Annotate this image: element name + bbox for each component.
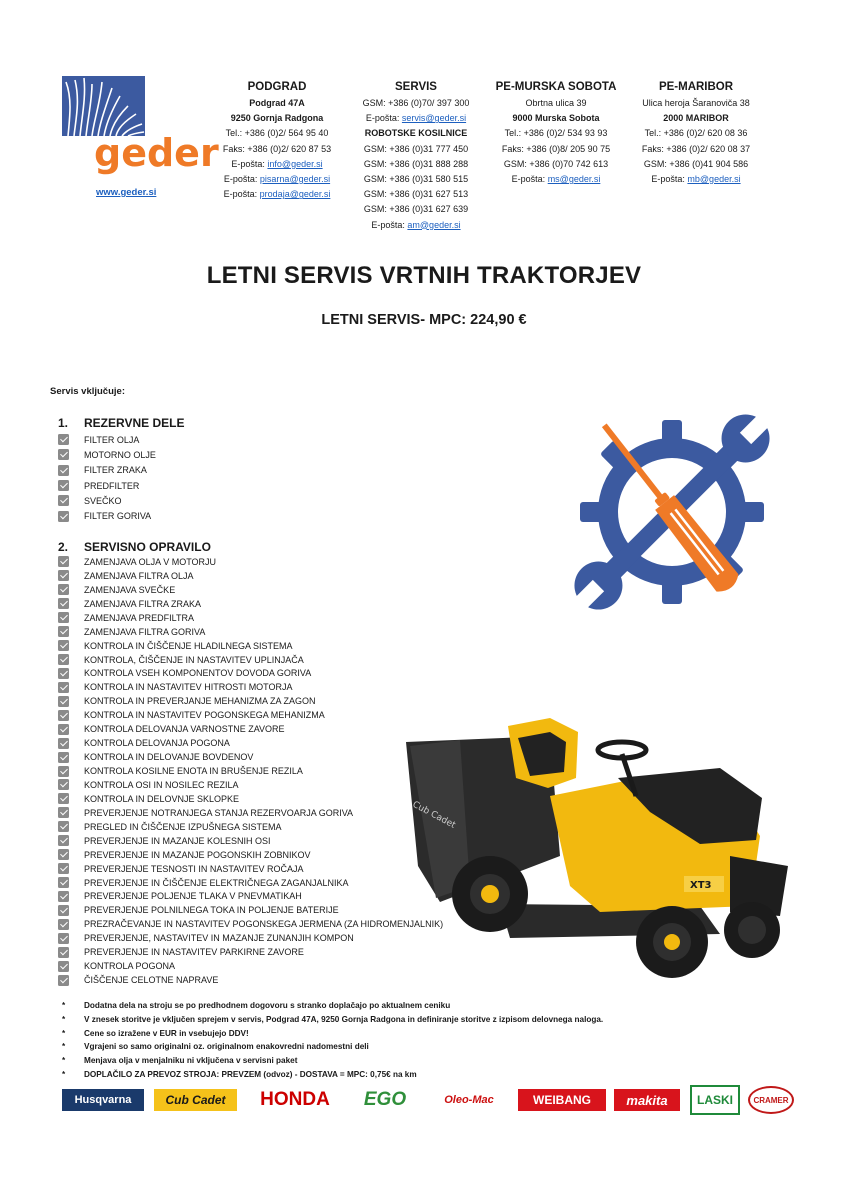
checklist-item [58, 493, 156, 508]
contact-text: 9250 Gornja Radgona [230, 113, 324, 124]
price-subtitle: LETNI SERVIS- MPC: 224,90 € [321, 312, 527, 328]
contact-email-line [616, 172, 776, 187]
checkbox-checked-icon [58, 598, 69, 609]
contact-text: E-pošta: [223, 174, 260, 185]
checkbox-checked-icon [58, 961, 69, 972]
footnote [62, 1040, 603, 1054]
checklist-item-label: MOTORNO OLJE [84, 449, 156, 460]
includes-label: Servis vključuje: [50, 386, 125, 397]
brand-logo-weibang [518, 1089, 606, 1111]
footnote-bullet: * [62, 1042, 66, 1052]
checklist-item-label: KONTROLA DELOVANJA POGONA [84, 738, 230, 749]
checklist-item [58, 736, 443, 750]
section1-title: REZERVNE DELE [84, 416, 185, 430]
section2-list [58, 555, 443, 987]
contact-line [476, 96, 636, 111]
footnote-text: Cene so izražene v EUR in vsebujejo DDV! [84, 1028, 249, 1038]
checklist-item-label: KONTROLA POGONA [84, 961, 176, 972]
brand-logo-honda [248, 1089, 342, 1111]
checklist-item-label: PREVERJENJE POLNILNEGA TOKA IN POLJENJE BATERIJE [84, 905, 339, 916]
checklist-item [58, 478, 156, 493]
section2-title: SERVISNO OPRAVILO [84, 540, 211, 554]
contact-text: 2000 MARIBOR [663, 113, 729, 124]
checklist-item [58, 639, 443, 653]
checklist-item [58, 432, 156, 447]
checklist-item [58, 778, 443, 792]
checklist-item-label: PREVERJENJE TESNOSTI IN NASTAVITEV ROČAJA [84, 863, 304, 874]
contact-col-maribor [616, 79, 776, 187]
footnote-text: V znesek storitve je vključen sprejem v servis, Podgrad 47A, 9250 Gornja Radgona in definiranje storitve z izpisom delovnega naloga. [84, 1014, 604, 1024]
section1-heading [58, 416, 184, 430]
brand-name: Cub Cadet [165, 1093, 226, 1107]
checklist-item [58, 667, 443, 681]
checklist-item-label: KONTROLA VSEH KOMPONENTOV DOVODA GORIVA [84, 668, 312, 679]
contact-text: E-pošta: [223, 189, 260, 200]
contact-heading: PE-MARIBOR [658, 81, 734, 93]
contact-text: Tel.: +386 (0)2/ 620 08 36 [644, 128, 748, 139]
checklist-item-label: ZAMENJAVA PREDFILTRA [84, 612, 195, 623]
checklist-item-label: ZAMENJAVA FILTRA ZRAKA [84, 598, 202, 609]
contact-text: E-pošta: [365, 113, 402, 124]
checklist-item [58, 680, 443, 694]
checklist-item-label: KONTROLA IN NASTAVITEV POGONSKEGA MEHANIZMA [84, 710, 325, 721]
checklist-item [58, 611, 443, 625]
checklist-item [58, 508, 156, 523]
checkbox-checked-icon [58, 863, 69, 874]
brand-logo-cramer [748, 1086, 794, 1114]
brand-logo-husqvarna [62, 1089, 144, 1111]
contact-line [336, 157, 496, 172]
contact-line [336, 96, 496, 111]
contact-line [616, 157, 776, 172]
checklist-item-label: ZAMENJAVA OLJA V MOTORJU [84, 556, 217, 567]
contact-line [336, 187, 496, 202]
checklist-item [58, 959, 443, 973]
checklist-item-label: ZAMENJAVA SVEČKE [84, 584, 176, 595]
contact-text: Obrtna ulica 39 [525, 98, 587, 108]
checklist-item [58, 708, 443, 722]
checklist-item-label: KONTROLA KOSILNE ENOTA IN BRUŠENJE REZILA [84, 766, 303, 777]
contact-line [197, 142, 357, 157]
checklist-item-label: KONTROLA, ČIŠČENJE IN NASTAVITEV UPLINJAČA [84, 654, 304, 665]
checkbox-checked-icon [58, 919, 69, 930]
checklist-item-label: ZAMENJAVA FILTRA GORIVA [84, 626, 206, 637]
checklist-item [58, 806, 443, 820]
contact-heading: SERVIS [395, 81, 437, 93]
brand-name: HONDA [260, 1089, 330, 1110]
checkbox-checked-icon [58, 640, 69, 651]
checkbox-checked-icon [58, 766, 69, 777]
checkbox-checked-icon [58, 696, 69, 707]
geder-logo-graphic [62, 76, 219, 176]
checkbox-checked-icon [58, 584, 69, 595]
checklist-item-label: KONTROLA OSI IN NOSILEC REZILA [84, 779, 239, 790]
email-link[interactable]: servis@geder.si [401, 113, 467, 124]
section1-number: 1. [58, 416, 69, 430]
contact-text: Faks: +386 (0)2/ 620 08 37 [641, 143, 751, 154]
footnote [62, 1054, 603, 1068]
checklist-item-label: SVEČKO [84, 495, 122, 506]
email-link[interactable]: mb@geder.si [687, 174, 741, 185]
checkbox-checked-icon [58, 779, 69, 790]
checkbox-checked-icon [58, 947, 69, 958]
brand-logo-oleo-mac [430, 1089, 508, 1111]
email-link[interactable]: prodaja@geder.si [259, 189, 331, 200]
contact-text: E-pošta: [511, 174, 548, 185]
footnote [62, 1068, 603, 1082]
checklist-item-label: FILTER GORIVA [84, 511, 152, 522]
contact-text: E-pošta: [231, 158, 268, 169]
service-tools-icon [560, 400, 786, 622]
checklist-item [58, 945, 443, 959]
footnotes [62, 999, 603, 1082]
contact-heading: PODGRAD [247, 81, 307, 93]
email-link[interactable]: am@geder.si [407, 219, 461, 230]
checklist-item-label: ZAMENJAVA FILTRA OLJA [84, 570, 194, 581]
checklist-item-label: FILTER ZRAKA [84, 465, 147, 476]
checkbox-checked-icon [58, 511, 69, 522]
checkbox-checked-icon [58, 682, 69, 693]
checklist-item-label: PREVERJENJE NOTRANJEGA STANJA REZERVOARJA GORIVA [84, 807, 354, 818]
contact-col-servis [336, 79, 496, 233]
contact-line [197, 96, 357, 111]
checklist-item [58, 792, 443, 806]
checkbox-checked-icon [58, 738, 69, 749]
checklist-item-label: KONTROLA IN NASTAVITEV HITROSTI MOTORJA [84, 682, 293, 693]
checkbox-checked-icon [58, 849, 69, 860]
checkbox-checked-icon [58, 933, 69, 944]
contact-text: Podgrad 47A [249, 98, 305, 108]
checklist-item [58, 834, 443, 848]
brand-logo-cub-cadet [154, 1089, 237, 1111]
geder-logo-text: geder [94, 131, 219, 175]
checkbox-checked-icon [58, 835, 69, 846]
brand-name: LASKI [697, 1093, 733, 1107]
checklist-item [58, 764, 443, 778]
checkbox-checked-icon [58, 891, 69, 902]
checkbox-checked-icon [58, 710, 69, 721]
checkbox-checked-icon [58, 449, 69, 460]
checklist-item-label: PREVERJENJE IN ČIŠČENJE ELEKTRIČNEGA ZAGANJALNIKA [84, 877, 349, 888]
checkbox-checked-icon [58, 480, 69, 491]
contact-text: 9000 Murska Sobota [512, 113, 600, 124]
contact-line [476, 111, 636, 126]
brand-logo-ego [350, 1089, 420, 1111]
contact-text: GSM: +386 (0)31 627 639 [363, 204, 469, 215]
checkbox-checked-icon [58, 654, 69, 665]
footnote-bullet: * [62, 1014, 66, 1024]
contact-text: Faks: +386 (0)8/ 205 90 75 [501, 143, 611, 154]
checklist-item [58, 722, 443, 736]
checkbox-checked-icon [58, 626, 69, 637]
footnote-bullet: * [62, 1069, 66, 1079]
brand-name: Oleo-Mac [444, 1094, 494, 1106]
contact-col-podgrad [197, 79, 357, 202]
footnote [62, 1027, 603, 1041]
checkbox-checked-icon [58, 905, 69, 916]
checkbox-checked-icon [58, 434, 69, 445]
checklist-item [58, 917, 443, 931]
contact-line [197, 126, 357, 141]
contact-text: ROBOTSKE KOSILNICE [364, 128, 468, 139]
checklist-item-label: ČIŠČENJE CELOTNE NAPRAVE [84, 975, 219, 986]
footnote-bullet: * [62, 1028, 66, 1038]
checkbox-checked-icon [58, 612, 69, 623]
email-link[interactable]: pisarna@geder.si [259, 174, 331, 185]
checklist-item [58, 903, 443, 917]
checklist-item-label: KONTROLA DELOVANJA VARNOSTNE ZAVORE [84, 724, 285, 735]
checklist-item [58, 463, 156, 478]
contact-text: Tel.: +386 (0)2/ 564 95 40 [225, 128, 329, 139]
checkbox-checked-icon [58, 752, 69, 763]
checkbox-checked-icon [58, 495, 69, 506]
checklist-item-label: PREVERJENJE, NASTAVITEV IN MAZANJE ZUNANJIH KOMPON [84, 933, 354, 944]
contact-email-line [197, 157, 357, 172]
checkbox-checked-icon [58, 465, 69, 476]
footnote-bullet: * [62, 1056, 66, 1066]
checklist-item [58, 555, 443, 569]
contact-text: GSM: +386 (0)31 580 515 [363, 174, 469, 185]
checklist-item [58, 973, 443, 987]
section1-list [58, 432, 156, 524]
tractor-bag-brand: Cub Cadet [410, 799, 457, 831]
checkbox-checked-icon [58, 975, 69, 986]
brand-name: makita [626, 1092, 668, 1108]
contact-email-line [197, 172, 357, 187]
checklist-item-label: PREDFILTER [84, 480, 140, 491]
checklist-item-label: KONTROLA IN DELOVANJE BOVDENOV [84, 752, 254, 763]
checklist-item [58, 876, 443, 890]
contact-line [197, 111, 357, 126]
checklist-item [58, 569, 443, 583]
checklist-item-label: PREVERJENJE IN MAZANJE KOLESNIH OSI [84, 835, 271, 846]
checklist-item [58, 583, 443, 597]
checklist-item-label: PREVERJENJE IN MAZANJE POGONSKIH ZOBNIKOV [84, 849, 311, 860]
checklist-item-label: PREVERJENJE IN NASTAVITEV PARKIRNE ZAVORE [84, 947, 304, 958]
contact-line [476, 126, 636, 141]
contact-email-line [336, 218, 496, 233]
checklist-item [58, 862, 443, 876]
contact-heading: PE-MURSKA SOBOTA [495, 81, 617, 93]
section2-heading [58, 540, 211, 554]
checklist-item [58, 653, 443, 667]
contact-text: GSM: +386 (0)31 627 513 [363, 189, 469, 200]
brand-name: WEIBANG [533, 1093, 591, 1107]
checkbox-checked-icon [58, 668, 69, 679]
checklist-item [58, 597, 443, 611]
footnote-text: Vgrajeni so samo originalni oz. originalnom enakovredni nadomestni deli [84, 1042, 369, 1052]
checklist-item-label: PREVERJENJE POLJENJE TLAKA V PNEVMATIKAH [84, 891, 302, 902]
checkbox-checked-icon [58, 724, 69, 735]
checklist-item-label: KONTROLA IN ČIŠČENJE HLADILNEGA SISTEMA [84, 640, 293, 651]
contact-line [616, 96, 776, 111]
footnote-text: Menjava olja v menjalniku ni vključena v servisni paket [84, 1056, 298, 1066]
page-title: LETNI SERVIS VRTNIH TRAKTORJEV [206, 262, 642, 289]
checkbox-checked-icon [58, 556, 69, 567]
checklist-item [58, 625, 443, 639]
contact-text: Tel.: +386 (0)2/ 534 93 93 [504, 128, 608, 139]
contact-line [336, 202, 496, 217]
footnote-text: Dodatna dela na stroju se po predhodnem dogovoru s stranko doplačajo po aktualnem ceniku [84, 1001, 451, 1010]
checkbox-checked-icon [58, 807, 69, 818]
geder-logo [62, 76, 219, 176]
contact-email-line [476, 172, 636, 187]
contact-line [616, 142, 776, 157]
contact-line [476, 157, 636, 172]
footnote [62, 999, 603, 1013]
checklist-item-label: KONTROLA IN PREVERJANJE MEHANIZMA ZA ZAGON [84, 696, 316, 707]
contact-col-murska-sobota [476, 79, 636, 187]
brand-logo-laski [690, 1085, 740, 1115]
contact-email-line [336, 111, 496, 126]
brand-name: Husqvarna [74, 1094, 132, 1106]
checklist-item [58, 447, 156, 462]
contact-line [616, 126, 776, 141]
checklist-item [58, 848, 443, 862]
footnote-bullet: * [62, 1001, 66, 1010]
checklist-item [58, 694, 443, 708]
contact-line [476, 142, 636, 157]
contact-line [336, 142, 496, 157]
brand-name: EGO [363, 1089, 407, 1110]
website-link[interactable]: www.geder.si [96, 187, 157, 198]
contact-text: Ulica heroja Šaranoviča 38 [642, 98, 750, 108]
footnote-text: DOPLAČILO ZA PREVOZ STROJA: PREVZEM (odvoz) - DOSTAVA = MPC: 0,75€ na km [84, 1069, 417, 1079]
brand-name: CRAMER [753, 1095, 789, 1105]
checklist-item [58, 750, 443, 764]
tractor-model-label: XT3 [690, 880, 712, 891]
contact-line [336, 172, 496, 187]
checklist-item-label: PREGLED IN ČIŠČENJE IZPUŠNEGA SISTEMA [84, 821, 282, 832]
contact-text: Faks: +386 (0)2/ 620 87 53 [222, 143, 332, 154]
contact-text: E-pošta: [371, 219, 408, 230]
contact-text: GSM: +386 (0)70 742 613 [503, 158, 609, 169]
contact-line [616, 111, 776, 126]
contact-text: E-pošta: [651, 174, 688, 185]
contact-email-line [197, 187, 357, 202]
email-link[interactable]: info@geder.si [267, 158, 323, 169]
checklist-item [58, 820, 443, 834]
checklist-item [58, 890, 443, 904]
email-link[interactable]: ms@geder.si [547, 174, 601, 185]
checkbox-checked-icon [58, 821, 69, 832]
checklist-item-label: PREZRAČEVANJE IN NASTAVITEV POGONSKEGA JERMENA (ZA HIDROMENJALNIK) [84, 919, 444, 930]
contact-text: GSM: +386 (0)31 777 450 [363, 143, 469, 154]
section2-number: 2. [58, 540, 69, 554]
lawn-tractor-image [400, 716, 792, 984]
checkbox-checked-icon [58, 570, 69, 581]
checklist-item-label: KONTROLA IN DELOVNJE SKLOPKE [84, 793, 240, 804]
checkbox-checked-icon [58, 877, 69, 888]
checkbox-checked-icon [58, 793, 69, 804]
contact-text: GSM: +386 (0)31 888 288 [363, 158, 469, 169]
footnote [62, 1013, 603, 1027]
contact-text: GSM: +386 (0)41 904 586 [643, 158, 749, 169]
checklist-item [58, 931, 443, 945]
checklist-item-label: FILTER OLJA [84, 434, 140, 445]
contact-line [336, 126, 496, 141]
contact-text: GSM: +386 (0)70/ 397 300 [362, 98, 470, 108]
brand-logo-makita [614, 1089, 680, 1111]
